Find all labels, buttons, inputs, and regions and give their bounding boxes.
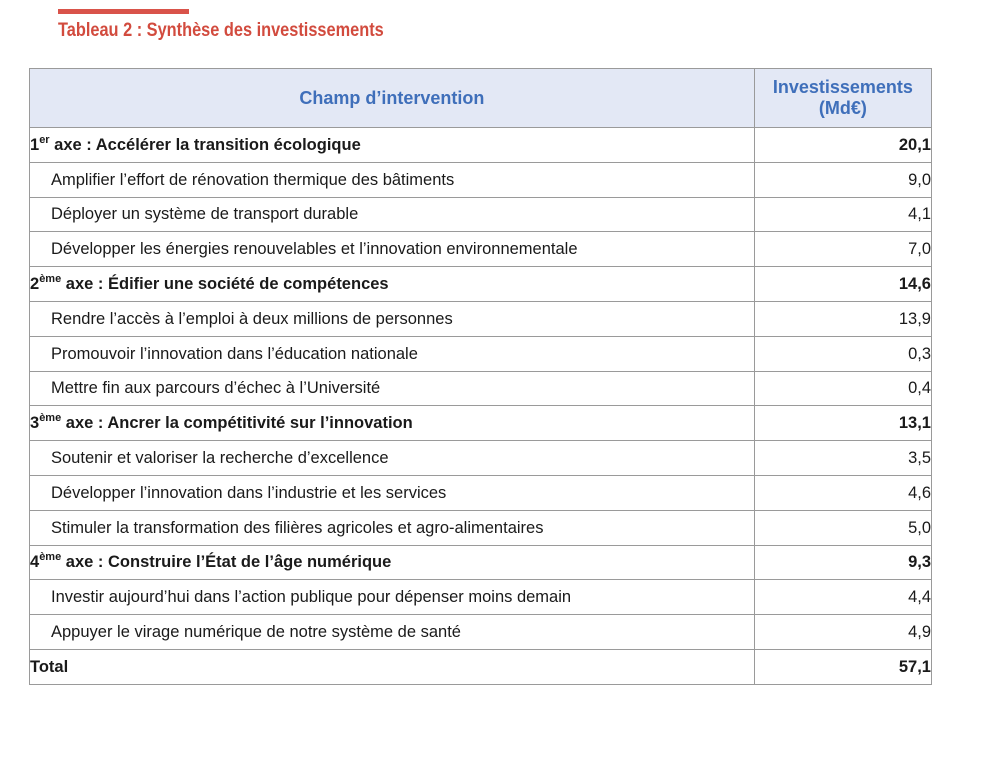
- item-value: 3,5: [754, 441, 931, 476]
- table-row: [30, 371, 932, 406]
- item-label: Amplifier l’effort de rénovation thermique des bâtiments: [30, 162, 755, 197]
- header-field: Champ d’intervention: [30, 69, 755, 128]
- item-label: Développer les énergies renouvelables et l’innovation environnementale: [30, 232, 755, 267]
- table-row: [30, 510, 932, 545]
- table-row: [30, 441, 932, 476]
- header-investment-line1: Investissements: [772, 77, 913, 97]
- axis-value: 13,1: [754, 406, 931, 441]
- item-label: Soutenir et valoriser la recherche d’excellence: [30, 441, 755, 476]
- axis-title: axe : Accélérer la transition écologique: [49, 135, 361, 154]
- total-row: [30, 649, 932, 684]
- total-label: Total: [30, 649, 755, 684]
- table-row: [30, 336, 932, 371]
- item-label: Rendre l’accès à l’emploi à deux millions de personnes: [30, 301, 755, 336]
- axis-row: [30, 267, 932, 302]
- item-value: 7,0: [754, 232, 931, 267]
- item-value: 13,9: [754, 301, 931, 336]
- title-accent-bar: [58, 9, 189, 14]
- axis-ordinal-suffix: ème: [39, 273, 62, 286]
- table-row: [30, 580, 932, 615]
- item-value: 9,0: [754, 162, 931, 197]
- axis-value: 9,3: [754, 545, 931, 580]
- header-investment: [754, 69, 931, 128]
- axis-label: [30, 406, 755, 441]
- axis-ordinal-suffix: er: [39, 133, 50, 146]
- item-value: 5,0: [754, 510, 931, 545]
- item-value: 0,4: [754, 371, 931, 406]
- axis-row: [30, 545, 932, 580]
- item-value: 4,9: [754, 615, 931, 650]
- investment-summary-table: [29, 68, 932, 685]
- axis-number: 2: [30, 275, 40, 294]
- table-row: [30, 301, 932, 336]
- axis-title: axe : Ancrer la compétitivité sur l’innovation: [61, 414, 413, 433]
- table-row: [30, 475, 932, 510]
- axis-label: [30, 128, 755, 163]
- table-row: [30, 232, 932, 267]
- item-label: Stimuler la transformation des filières agricoles et agro-alimentaires: [30, 510, 755, 545]
- item-value: 0,3: [754, 336, 931, 371]
- axis-ordinal-suffix: ème: [39, 551, 62, 564]
- axis-label: [30, 267, 755, 302]
- item-label: Mettre fin aux parcours d’échec à l’Université: [30, 371, 755, 406]
- axis-value: 20,1: [754, 128, 931, 163]
- table-row: [30, 197, 932, 232]
- item-label: Promouvoir l’innovation dans l’éducation nationale: [30, 336, 755, 371]
- axis-title: axe : Édifier une société de compétences: [61, 275, 389, 294]
- table-body: [30, 128, 932, 685]
- table-row: [30, 162, 932, 197]
- header-investment-line2: (Md€): [818, 98, 867, 118]
- axis-number: 3: [30, 414, 40, 433]
- table-header-row: [30, 69, 932, 128]
- total-value: 57,1: [754, 649, 931, 684]
- item-label: Appuyer le virage numérique de notre système de santé: [30, 615, 755, 650]
- item-label: Investir aujourd’hui dans l’action publique pour dépenser moins demain: [30, 580, 755, 615]
- item-value: 4,1: [754, 197, 931, 232]
- axis-ordinal-suffix: ème: [39, 412, 62, 425]
- table-row: [30, 615, 932, 650]
- item-label: Déployer un système de transport durable: [30, 197, 755, 232]
- axis-row: [30, 128, 932, 163]
- table-title: Tableau 2 : Synthèse des investissements: [58, 20, 384, 41]
- item-value: 4,4: [754, 580, 931, 615]
- axis-number: 1: [30, 135, 40, 154]
- axis-number: 4: [30, 553, 40, 572]
- axis-title: axe : Construire l’État de l’âge numérique: [61, 553, 392, 572]
- axis-row: [30, 406, 932, 441]
- axis-value: 14,6: [754, 267, 931, 302]
- item-value: 4,6: [754, 475, 931, 510]
- item-label: Développer l’innovation dans l’industrie et les services: [30, 475, 755, 510]
- axis-label: [30, 545, 755, 580]
